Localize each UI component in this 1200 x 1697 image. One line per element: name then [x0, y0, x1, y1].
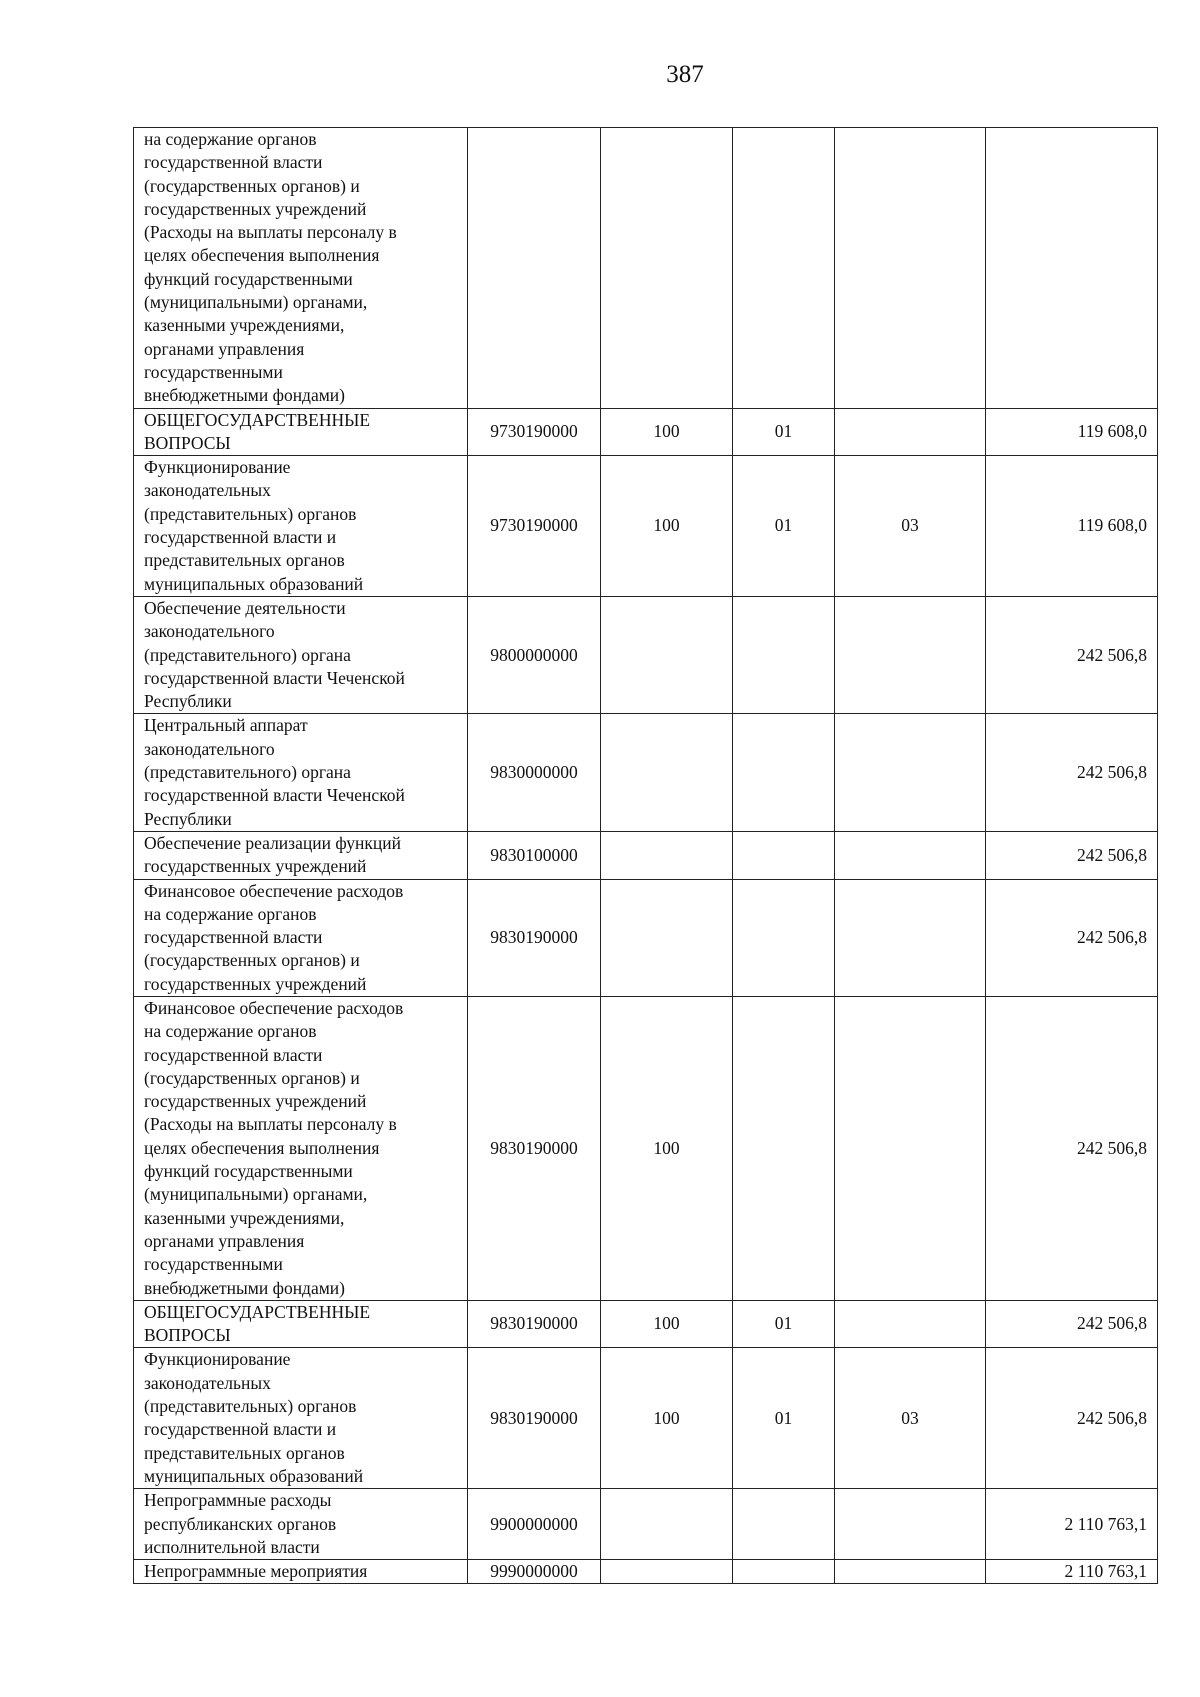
row-rz-code: 01: [733, 456, 835, 597]
row-name: Финансовое обеспечение расходов на содержание органов государственной власти (государственных органов) и государственных учреждений (Расходы на выплаты персоналу в целях обеспечения выполнения функций государственными (муниципальными) органами, казенными учреждениями, органами управления государственными внебюджетными фондами): [134, 996, 468, 1300]
row-name: Непрограммные расходы республиканских органов исполнительной власти: [134, 1489, 468, 1560]
row-vr-code: 100: [601, 408, 733, 456]
row-vr-code: 100: [601, 1300, 733, 1348]
row-csr-code: 9830190000: [468, 996, 601, 1300]
row-pr-code: [835, 1560, 986, 1584]
table-row: [134, 596, 1158, 713]
row-vr-code: [601, 831, 733, 879]
row-rz-code: [733, 879, 835, 996]
row-pr-code: [835, 996, 986, 1300]
row-rz-code: [733, 714, 835, 831]
row-name: на содержание органов государственной власти (государственных органов) и государственных учреждений (Расходы на выплаты персоналу в целях обеспечения выполнения функций государственными (муниципальными) органами, казенными учреждениями, органами управления государственными внебюджетными фондами): [134, 128, 468, 409]
page-number: 387: [666, 61, 704, 88]
row-sum: 119 608,0: [986, 456, 1158, 597]
budget-table: [133, 127, 1158, 1584]
row-sum: 2 110 763,1: [986, 1560, 1158, 1584]
row-pr-code: 03: [835, 1348, 986, 1489]
row-pr-code: [835, 1489, 986, 1560]
row-name: Функционирование законодательных (представительных) органов государственной власти и представительных органов муниципальных образований: [134, 1348, 468, 1489]
row-pr-code: [835, 1300, 986, 1348]
row-csr-code: 9830190000: [468, 1300, 601, 1348]
row-csr-code: 9830190000: [468, 879, 601, 996]
row-name: ОБЩЕГОСУДАРСТВЕННЫЕ ВОПРОСЫ: [134, 1300, 468, 1348]
table-row: [134, 1300, 1158, 1348]
row-vr-code: [601, 596, 733, 713]
row-rz-code: [733, 996, 835, 1300]
row-vr-code: 100: [601, 996, 733, 1300]
table-row: [134, 996, 1158, 1300]
row-name: Функционирование законодательных (представительных) органов государственной власти и представительных органов муниципальных образований: [134, 456, 468, 597]
row-rz-code: 01: [733, 1300, 835, 1348]
row-csr-code: 9730190000: [468, 408, 601, 456]
row-name: Непрограммные мероприятия: [134, 1560, 468, 1584]
row-csr-code: 9900000000: [468, 1489, 601, 1560]
table-row: [134, 128, 1158, 409]
row-vr-code: 100: [601, 456, 733, 597]
table-row: [134, 879, 1158, 996]
row-sum: 242 506,8: [986, 831, 1158, 879]
row-vr-code: 100: [601, 1348, 733, 1489]
row-rz-code: [733, 1489, 835, 1560]
row-sum: 242 506,8: [986, 1300, 1158, 1348]
row-name: Финансовое обеспечение расходов на содержание органов государственной власти (государственных органов) и государственных учреждений: [134, 879, 468, 996]
row-pr-code: [835, 714, 986, 831]
row-sum: 242 506,8: [986, 714, 1158, 831]
row-pr-code: 03: [835, 456, 986, 597]
row-pr-code: [835, 128, 986, 409]
table-row: [134, 408, 1158, 456]
row-name: Обеспечение реализации функций государственных учреждений: [134, 831, 468, 879]
row-csr-code: 9730190000: [468, 456, 601, 597]
row-csr-code: 9830000000: [468, 714, 601, 831]
table-row: [134, 714, 1158, 831]
row-pr-code: [835, 879, 986, 996]
row-csr-code: 9800000000: [468, 596, 601, 713]
row-vr-code: [601, 714, 733, 831]
row-name: ОБЩЕГОСУДАРСТВЕННЫЕ ВОПРОСЫ: [134, 408, 468, 456]
table-row: [134, 1489, 1158, 1560]
row-sum: 119 608,0: [986, 408, 1158, 456]
row-vr-code: [601, 879, 733, 996]
row-name: Центральный аппарат законодательного (представительного) органа государственной власти Чеченской Республики: [134, 714, 468, 831]
table-row: [134, 1560, 1158, 1584]
row-sum: 242 506,8: [986, 1348, 1158, 1489]
table-row: [134, 831, 1158, 879]
row-sum: 242 506,8: [986, 879, 1158, 996]
row-rz-code: 01: [733, 408, 835, 456]
table-row: [134, 456, 1158, 597]
table-row: [134, 1348, 1158, 1489]
row-rz-code: [733, 128, 835, 409]
row-vr-code: [601, 1560, 733, 1584]
row-sum: 2 110 763,1: [986, 1489, 1158, 1560]
row-csr-code: 9990000000: [468, 1560, 601, 1584]
row-rz-code: 01: [733, 1348, 835, 1489]
row-vr-code: [601, 1489, 733, 1560]
row-pr-code: [835, 408, 986, 456]
row-vr-code: [601, 128, 733, 409]
row-pr-code: [835, 831, 986, 879]
row-csr-code: 9830190000: [468, 1348, 601, 1489]
row-csr-code: [468, 128, 601, 409]
row-sum: [986, 128, 1158, 409]
row-pr-code: [835, 596, 986, 713]
row-csr-code: 9830100000: [468, 831, 601, 879]
row-rz-code: [733, 831, 835, 879]
row-sum: 242 506,8: [986, 996, 1158, 1300]
row-sum: 242 506,8: [986, 596, 1158, 713]
row-rz-code: [733, 596, 835, 713]
row-rz-code: [733, 1560, 835, 1584]
row-name: Обеспечение деятельности законодательного (представительного) органа государственной власти Чеченской Республики: [134, 596, 468, 713]
